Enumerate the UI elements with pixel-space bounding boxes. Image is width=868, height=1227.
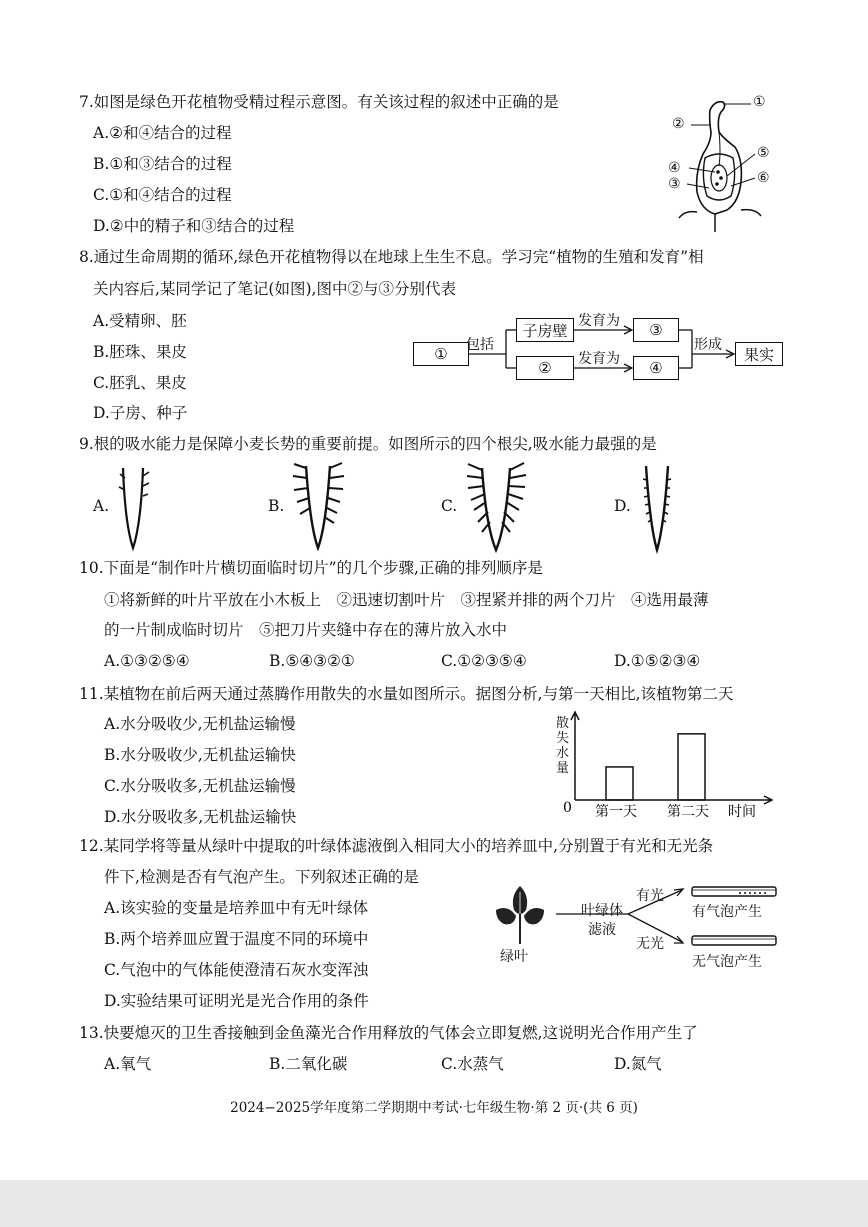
bottom-gray-band (0, 1180, 868, 1227)
q7-label-4: ④ (668, 160, 681, 176)
chart-origin: 0 (563, 800, 572, 816)
q12-filtrate-top: 叶绿体 (581, 903, 623, 919)
q9-option-b: B. (268, 497, 285, 515)
q12-option-c: C.气泡中的气体能使澄清石灰水变浑浊 (104, 961, 369, 979)
q8-stem-line1: 8.通过生命周期的循环,绿色开花植物得以在地球上生生不息。学习完“植物的生殖和发育”相 (79, 248, 704, 266)
fertilization-figure (665, 92, 785, 242)
q13-option-a: A.氧气 (104, 1055, 152, 1073)
q10-option-c: C.①②③⑤④ (441, 652, 527, 670)
root-tip-d (632, 460, 682, 556)
q10-option-b: B.⑤④③②① (269, 652, 355, 670)
q12-no-bubbles-label: 无气泡产生 (692, 954, 762, 970)
q11-option-b: B.水分吸收少,无机盐运输快 (104, 746, 296, 764)
q10-option-a: A.①③②⑤④ (104, 652, 190, 670)
q7-label-6: ⑥ (757, 170, 770, 186)
q13-option-b: B.二氧化碳 (269, 1055, 348, 1073)
q12-option-a: A.该实验的变量是培养皿中有无叶绿体 (104, 899, 369, 917)
q10-steps-line2: 的一片制成临时切片 ⑤把刀片夹缝中存在的薄片放入水中 (104, 621, 508, 639)
q7-option-b: B.①和③结合的过程 (93, 155, 232, 173)
q9-stem: 9.根的吸水能力是保障小麦长势的重要前提。如图所示的四个根尖,吸水能力最强的是 (79, 435, 657, 453)
q7-option-c: C.①和④结合的过程 (93, 186, 232, 204)
q8-box-2: ② (516, 356, 574, 380)
q8-stem-line2: 关内容后,某同学记了笔记(如图),图中②与③分别代表 (93, 280, 456, 298)
q12-bubbles-label: 有气泡产生 (692, 904, 762, 920)
q12-option-b: B.两个培养皿应置于温度不同的环境中 (104, 930, 369, 948)
q8-include-label: 包括 (466, 337, 494, 353)
q8-develop-label-1: 发育为 (578, 313, 620, 329)
q9-option-a: A. (93, 497, 110, 515)
q8-option-c: C.胚乳、果皮 (93, 374, 187, 392)
q8-box-4: ④ (633, 356, 679, 380)
chart-bar-1 (606, 767, 633, 800)
root-tip-c (456, 460, 536, 556)
chart-category-2: 第二天 (667, 804, 709, 820)
q7-option-a: A.②和④结合的过程 (93, 124, 232, 142)
q10-stem: 10.下面是“制作叶片横切面临时切片”的几个步骤,正确的排列顺序是 (79, 559, 543, 577)
q8-develop-label-2: 发育为 (578, 351, 620, 367)
chart-x-label: 时间 (728, 804, 756, 820)
q10-option-d: D.①⑤②③④ (614, 652, 701, 670)
q8-option-d: D.子房、种子 (93, 404, 188, 422)
root-tip-b (284, 460, 354, 556)
petri-dish-dark (690, 932, 780, 948)
q10-steps-line1: ①将新鲜的叶片平放在小木板上 ②迅速切割叶片 ③捏紧并排的两个刀片 ④选用最薄 (104, 591, 709, 609)
q8-form-label: 形成 (694, 337, 722, 353)
q13-stem: 13.快要熄灭的卫生香接触到金鱼藻光合作用释放的气体会立即复燃,这说明光合作用产生了 (79, 1024, 698, 1042)
q11-stem: 11.某植物在前后两天通过蒸腾作用散失的水量如图所示。据图分析,与第一天相比,该植物第二天 (79, 685, 734, 703)
q11-option-a: A.水分吸收少,无机盐运输慢 (104, 715, 296, 733)
q11-option-d: D.水分吸收多,无机盐运输快 (104, 808, 297, 826)
chart-category-1: 第一天 (595, 804, 637, 820)
q7-stem: 7.如图是绿色开花植物受精过程示意图。有关该过程的叙述中正确的是 (79, 93, 559, 111)
q8-option-b: B.胚珠、果皮 (93, 343, 187, 361)
q8-box-3: ③ (633, 318, 679, 342)
chart-y-label: 散失水量 (556, 716, 570, 776)
q12-light-label: 有光 (636, 888, 664, 904)
page-footer: 2024−2025学年度第二学期期中考试·七年级生物·第 2 页·(共 6 页) (230, 1100, 638, 1116)
petri-dish-light (690, 883, 780, 899)
q7-label-5: ⑤ (757, 145, 770, 161)
root-tip-a (113, 464, 155, 554)
transpiration-chart (550, 708, 790, 828)
q12-option-d: D.实验结果可证明光是光合作用的条件 (104, 992, 369, 1010)
q13-option-c: C.水蒸气 (441, 1055, 504, 1073)
chart-bar-2 (678, 734, 705, 800)
q8-fruit-box: 果实 (735, 342, 783, 366)
q7-option-d: D.②中的精子和③结合的过程 (93, 217, 295, 235)
q12-filtrate-bottom: 滤液 (588, 922, 616, 938)
q12-stem-line2: 件下,检测是否有气泡产生。下列叙述正确的是 (104, 868, 419, 886)
q12-leaf-label: 绿叶 (500, 949, 528, 965)
q8-ovary-wall-box: 子房壁 (516, 318, 574, 342)
q13-option-d: D.氮气 (614, 1055, 662, 1073)
leaf-icon (490, 880, 550, 946)
q12-dark-label: 无光 (636, 936, 664, 952)
q11-option-c: C.水分吸收多,无机盐运输慢 (104, 777, 296, 795)
q8-option-a: A.受精卵、胚 (93, 312, 187, 330)
q9-option-c: C. (441, 497, 458, 515)
q7-label-3: ③ (668, 176, 681, 192)
q7-label-2: ② (672, 116, 685, 132)
q8-box-1: ① (413, 342, 469, 366)
q12-stem-line1: 12.某同学将等量从绿叶中提取的叶绿体滤液倒入相同大小的培养皿中,分别置于有光和无光条 (79, 837, 714, 855)
q9-option-d: D. (614, 497, 631, 515)
q7-label-1: ① (753, 94, 766, 110)
